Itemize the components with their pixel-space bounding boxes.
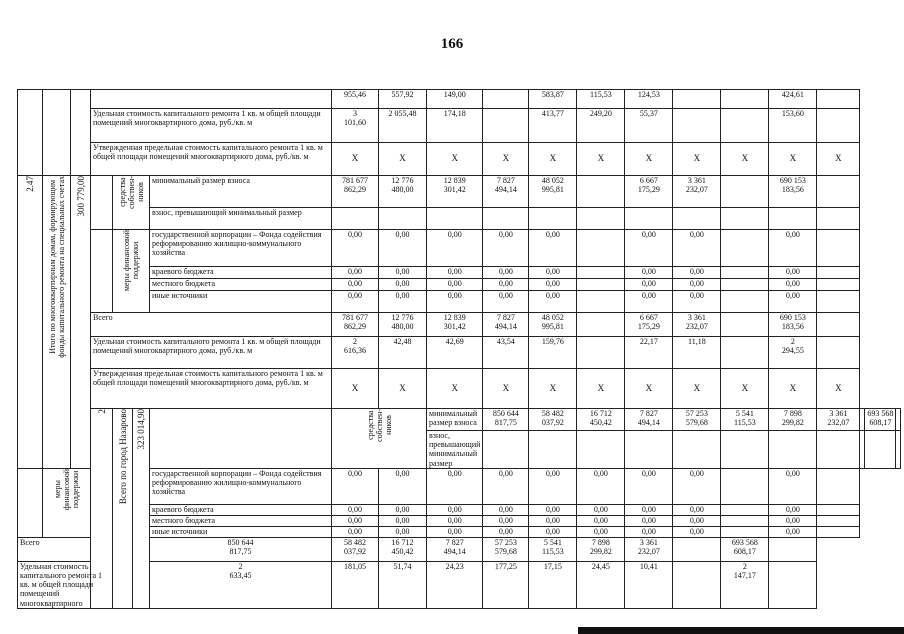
value-cell — [721, 468, 769, 504]
value-cell: 0,00 — [769, 230, 817, 267]
value-cell — [625, 431, 673, 469]
value-cell — [817, 267, 860, 279]
value-cell: 0,00 — [673, 291, 721, 313]
value-cell — [721, 526, 769, 537]
table-row — [18, 313, 901, 337]
value-cell: 3 361 232,07 — [673, 313, 721, 337]
value-cell: 0,00 — [625, 504, 673, 515]
value-cell: 42,69 — [427, 337, 483, 369]
value-cell: X — [427, 143, 483, 176]
value-cell — [817, 526, 860, 537]
group-owner-funds: средства собствен- ников — [113, 176, 150, 230]
table-row — [18, 279, 901, 291]
value-cell — [673, 208, 721, 230]
value-cell: 955,46 — [332, 90, 379, 109]
value-cell: 3 361 232,07 — [817, 409, 860, 431]
value-cell: 7 898 299,82 — [769, 409, 817, 431]
section-title: Всего по город Назарово — [113, 409, 133, 609]
value-cell: 181,05 — [332, 561, 379, 608]
value-cell — [817, 208, 860, 230]
table-row — [18, 409, 901, 431]
blank-cell — [71, 90, 91, 176]
value-cell: 0,00 — [673, 230, 721, 267]
value-cell: 115,53 — [577, 90, 625, 109]
scan-edge-bar — [578, 627, 904, 634]
value-cell: 693 568 608,17 — [865, 409, 896, 431]
group-support-measures: меры финансовой поддержки — [113, 230, 150, 313]
value-cell: 7 827 494,14 — [483, 313, 529, 337]
value-cell — [817, 468, 860, 504]
value-cell: 2 633,45 — [150, 561, 332, 608]
value-cell — [483, 109, 529, 143]
value-cell: 0,00 — [483, 504, 529, 515]
value-cell — [483, 90, 529, 109]
value-cell: 0,00 — [673, 267, 721, 279]
value-cell: 0,00 — [769, 267, 817, 279]
blank-cell — [150, 409, 332, 469]
value-cell: 0,00 — [379, 515, 427, 526]
row-label: государственной корпорации – Фонда содействия реформированию жилищно-коммунального хозяйства — [150, 468, 332, 504]
value-cell: 2 294,55 — [769, 337, 817, 369]
value-cell — [673, 431, 721, 469]
row-label: Всего — [91, 313, 332, 337]
table-row — [18, 369, 901, 409]
value-cell: 0,00 — [625, 468, 673, 504]
value-cell — [577, 279, 625, 291]
value-cell — [721, 90, 769, 109]
value-cell: 0,00 — [529, 267, 577, 279]
value-cell: 0,00 — [427, 279, 483, 291]
value-cell — [577, 337, 625, 369]
row-label: Утвержденная предельная стоимость капитального ремонта 1 кв. м общей площади помещений многоквартирного дома, руб./кв. м — [91, 369, 332, 409]
row-label: иные источники — [150, 291, 332, 313]
value-cell: 0,00 — [483, 230, 529, 267]
table-row — [18, 109, 901, 143]
value-cell — [896, 431, 901, 469]
value-cell: 0,00 — [529, 291, 577, 313]
table-row — [18, 143, 901, 176]
value-cell: 5 541 115,53 — [721, 409, 769, 431]
value-cell: X — [529, 143, 577, 176]
value-cell: 413,77 — [529, 109, 577, 143]
value-cell: X — [577, 369, 625, 409]
value-cell: 0,00 — [427, 267, 483, 279]
value-cell — [673, 561, 721, 608]
table-row — [18, 515, 901, 526]
value-cell: 0,00 — [332, 515, 379, 526]
value-cell — [896, 409, 901, 431]
value-cell: 557,92 — [379, 90, 427, 109]
value-cell: X — [673, 369, 721, 409]
value-cell: 424,61 — [769, 90, 817, 109]
value-cell — [769, 431, 817, 469]
value-cell: 12 839 301,42 — [427, 313, 483, 337]
value-cell — [817, 313, 860, 337]
value-cell: 0,00 — [577, 504, 625, 515]
value-cell: X — [332, 369, 379, 409]
row-label: Удельная стоимость капитального ремонта 1 кв. м общей площади помещений многоквартирного дома, руб./кв. м — [91, 109, 332, 143]
value-cell: X — [625, 143, 673, 176]
value-cell: 0,00 — [673, 515, 721, 526]
value-cell — [427, 208, 483, 230]
value-cell: 0,00 — [483, 515, 529, 526]
value-cell: 11,18 — [673, 337, 721, 369]
value-cell: 16 712 450,42 — [379, 537, 427, 561]
value-cell: 0,00 — [769, 279, 817, 291]
page-number: 166 — [440, 36, 464, 52]
value-cell: 10,41 — [625, 561, 673, 608]
value-cell: 12 839 301,42 — [427, 176, 483, 208]
table-row — [18, 230, 901, 267]
value-cell: 0,00 — [427, 526, 483, 537]
row-label: краевого бюджета — [150, 504, 332, 515]
row-label: местного бюджета — [150, 515, 332, 526]
value-cell: 2 147,17 — [721, 561, 769, 608]
section-code: 2.47 — [18, 176, 43, 469]
value-cell: 0,00 — [673, 279, 721, 291]
value-cell: X — [379, 143, 427, 176]
value-cell — [817, 109, 860, 143]
value-cell: 850 644 817,75 — [483, 409, 529, 431]
table-row — [18, 208, 901, 230]
value-cell: 0,00 — [332, 230, 379, 267]
value-cell: 7 827 494,14 — [483, 176, 529, 208]
value-cell — [332, 208, 379, 230]
value-cell: 57 253 579,68 — [673, 409, 721, 431]
value-cell: 0,00 — [427, 230, 483, 267]
value-cell — [577, 313, 625, 337]
blank-cell — [18, 468, 43, 537]
value-cell: 22,17 — [625, 337, 673, 369]
value-cell — [769, 537, 817, 561]
value-cell: 5 541 115,53 — [529, 537, 577, 561]
value-cell: X — [529, 369, 577, 409]
row-label: минимальный размер взноса — [150, 176, 332, 208]
value-cell — [721, 291, 769, 313]
table-row — [18, 526, 901, 537]
value-cell: 153,60 — [769, 109, 817, 143]
row-label — [91, 90, 332, 109]
value-cell — [625, 208, 673, 230]
table-row — [18, 504, 901, 515]
value-cell: 6 667 175,29 — [625, 176, 673, 208]
value-cell: X — [721, 369, 769, 409]
value-cell: 2 055,48 — [379, 109, 427, 143]
value-cell: X — [577, 143, 625, 176]
section-code: 2 — [91, 409, 113, 609]
value-cell: 58 482 037,92 — [332, 537, 379, 561]
value-cell: 0,00 — [332, 468, 379, 504]
row-label: иные источники — [150, 526, 332, 537]
value-cell: 0,00 — [673, 468, 721, 504]
value-cell: 693 568 608,17 — [721, 537, 769, 561]
value-cell — [817, 90, 860, 109]
value-cell: 57 253 579,68 — [483, 537, 529, 561]
value-cell — [721, 208, 769, 230]
value-cell — [817, 291, 860, 313]
value-cell: 0,00 — [332, 504, 379, 515]
value-cell — [721, 176, 769, 208]
blank-cell — [43, 90, 71, 176]
value-cell — [865, 431, 896, 469]
value-cell: 0,00 — [379, 291, 427, 313]
value-cell — [483, 208, 529, 230]
value-cell: 0,00 — [379, 526, 427, 537]
value-cell: 0,00 — [483, 267, 529, 279]
value-cell: 51,74 — [379, 561, 427, 608]
table-row — [18, 291, 901, 313]
value-cell: 0,00 — [483, 468, 529, 504]
value-cell: 0,00 — [332, 267, 379, 279]
value-cell: 149,00 — [427, 90, 483, 109]
row-label: взнос, превышающий минимальный размер — [427, 431, 483, 469]
value-cell: 249,20 — [577, 109, 625, 143]
value-cell: 0,00 — [625, 526, 673, 537]
value-cell — [817, 279, 860, 291]
value-cell: 0,00 — [529, 230, 577, 267]
value-cell — [817, 431, 860, 469]
value-cell: 583,87 — [529, 90, 577, 109]
value-cell — [577, 431, 625, 469]
value-cell: 0,00 — [529, 526, 577, 537]
value-cell: X — [721, 143, 769, 176]
value-cell: 0,00 — [529, 515, 577, 526]
value-cell: 0,00 — [529, 279, 577, 291]
value-cell — [529, 208, 577, 230]
value-cell: 0,00 — [483, 279, 529, 291]
value-cell: 58 482 037,92 — [529, 409, 577, 431]
group-owner-funds: средства собствен- ников — [332, 409, 427, 469]
value-cell: 0,00 — [577, 468, 625, 504]
value-cell — [529, 431, 577, 469]
section-area: 323 014,90 — [133, 409, 150, 609]
table-row — [18, 176, 901, 208]
value-cell: 24,23 — [427, 561, 483, 608]
value-cell: 7 827 494,14 — [427, 537, 483, 561]
table-row — [18, 337, 901, 369]
value-cell: 0,00 — [769, 526, 817, 537]
group-support-measures: меры финансовой поддержки — [43, 468, 91, 537]
value-cell: 0,00 — [427, 504, 483, 515]
value-cell: 7 827 494,14 — [625, 409, 673, 431]
value-cell: 0,00 — [673, 504, 721, 515]
value-cell: 0,00 — [769, 468, 817, 504]
value-cell: 42,48 — [379, 337, 427, 369]
row-label: местного бюджета — [150, 279, 332, 291]
row-label: краевого бюджета — [150, 267, 332, 279]
value-cell: 690 153 183,56 — [769, 176, 817, 208]
row-label: Всего — [18, 537, 113, 561]
value-cell — [817, 504, 860, 515]
value-cell: 6 667 175,29 — [625, 313, 673, 337]
value-cell — [577, 291, 625, 313]
value-cell: 159,76 — [529, 337, 577, 369]
value-cell: 0,00 — [529, 468, 577, 504]
value-cell: 0,00 — [379, 279, 427, 291]
value-cell — [483, 431, 529, 469]
value-cell: 0,00 — [577, 515, 625, 526]
value-cell: 0,00 — [483, 526, 529, 537]
value-cell: 690 153 183,56 — [769, 313, 817, 337]
value-cell — [577, 176, 625, 208]
value-cell: 0,00 — [625, 279, 673, 291]
value-cell: 0,00 — [529, 504, 577, 515]
row-label: взнос, превышающий минимальный размер — [150, 208, 332, 230]
value-cell: 43,54 — [483, 337, 529, 369]
value-cell: X — [769, 143, 817, 176]
value-cell: 0,00 — [483, 291, 529, 313]
value-cell — [721, 337, 769, 369]
value-cell — [721, 504, 769, 515]
value-cell: X — [483, 369, 529, 409]
value-cell: 12 776 480,00 — [379, 313, 427, 337]
value-cell — [721, 267, 769, 279]
value-cell — [721, 279, 769, 291]
value-cell — [673, 537, 721, 561]
value-cell: 3 361 232,07 — [673, 176, 721, 208]
row-label: государственной корпорации – Фонда содействия реформированию жилищно-коммунального хозяйства — [150, 230, 332, 267]
value-cell: 0,00 — [769, 515, 817, 526]
value-cell: 12 776 480,00 — [379, 176, 427, 208]
value-cell: X — [625, 369, 673, 409]
blank-cell — [18, 90, 43, 176]
value-cell: 0,00 — [332, 291, 379, 313]
value-cell — [673, 109, 721, 143]
value-cell: X — [483, 143, 529, 176]
row-label: Утвержденная предельная стоимость капитального ремонта 1 кв. м общей площади помещений многоквартирного дома, руб./кв. м — [91, 143, 332, 176]
value-cell: 48 052 995,81 — [529, 176, 577, 208]
value-cell — [721, 313, 769, 337]
value-cell — [769, 208, 817, 230]
value-cell: 0,00 — [379, 230, 427, 267]
value-cell: 781 677 862,29 — [332, 313, 379, 337]
value-cell — [577, 267, 625, 279]
value-cell: X — [817, 143, 860, 176]
value-cell: 0,00 — [625, 515, 673, 526]
value-cell — [379, 208, 427, 230]
blank-cell — [91, 176, 113, 230]
value-cell: 3 361 232,07 — [625, 537, 673, 561]
value-cell — [721, 431, 769, 469]
value-cell: 0,00 — [427, 468, 483, 504]
value-cell — [721, 109, 769, 143]
value-cell — [817, 337, 860, 369]
value-cell: 48 052 995,81 — [529, 313, 577, 337]
table-row — [18, 267, 901, 279]
value-cell: 0,00 — [577, 526, 625, 537]
value-cell: X — [427, 369, 483, 409]
value-cell: 0,00 — [379, 504, 427, 515]
value-cell: 174,18 — [427, 109, 483, 143]
row-label: минимальный размер взноса — [427, 409, 483, 431]
value-cell: 17,15 — [529, 561, 577, 608]
value-cell — [817, 230, 860, 267]
value-cell: 3 101,60 — [332, 109, 379, 143]
value-cell: 16 712 450,42 — [577, 409, 625, 431]
value-cell: 781 677 862,29 — [332, 176, 379, 208]
value-cell: 0,00 — [332, 526, 379, 537]
value-cell: 0,00 — [379, 468, 427, 504]
row-label: Удельная стоимость капитального ремонта 1 кв. м общей площади помещений многоквартирного дома, руб./кв. м — [91, 337, 332, 369]
value-cell: 124,53 — [625, 90, 673, 109]
table-row — [18, 468, 901, 504]
value-cell: X — [379, 369, 427, 409]
section-title: Итого по многоквартирным домам, формирующим фонды капитального ремонта на специальных счетах — [43, 176, 71, 469]
value-cell — [673, 90, 721, 109]
value-cell: X — [673, 143, 721, 176]
value-cell: 24,45 — [577, 561, 625, 608]
value-cell: X — [769, 369, 817, 409]
capital-repair-table — [17, 89, 901, 609]
value-cell — [769, 561, 817, 608]
value-cell: 55,37 — [625, 109, 673, 143]
value-cell: 0,00 — [427, 515, 483, 526]
value-cell: 0,00 — [769, 504, 817, 515]
value-cell — [817, 176, 860, 208]
value-cell — [577, 230, 625, 267]
value-cell: 0,00 — [427, 291, 483, 313]
value-cell — [577, 208, 625, 230]
value-cell: 7 898 299,82 — [577, 537, 625, 561]
value-cell: 0,00 — [625, 291, 673, 313]
value-cell: 0,00 — [379, 267, 427, 279]
value-cell: X — [332, 143, 379, 176]
value-cell: 177,25 — [483, 561, 529, 608]
value-cell — [721, 515, 769, 526]
blank-cell — [91, 230, 113, 313]
table-row — [18, 90, 901, 109]
table-row — [18, 561, 901, 608]
value-cell: 850 644 817,75 — [150, 537, 332, 561]
value-cell: X — [817, 369, 860, 409]
value-cell: 0,00 — [673, 526, 721, 537]
value-cell: 2 616,36 — [332, 337, 379, 369]
value-cell: 0,00 — [625, 230, 673, 267]
value-cell: 0,00 — [332, 279, 379, 291]
table-row — [18, 537, 901, 561]
row-label: Удельная стоимость капитального ремонта 1 кв. м общей площади помещений многоквартирного — [18, 561, 113, 608]
section-area: 300 779,00 — [71, 176, 91, 469]
value-cell: 0,00 — [769, 291, 817, 313]
value-cell — [817, 515, 860, 526]
value-cell: 0,00 — [625, 267, 673, 279]
value-cell — [721, 230, 769, 267]
